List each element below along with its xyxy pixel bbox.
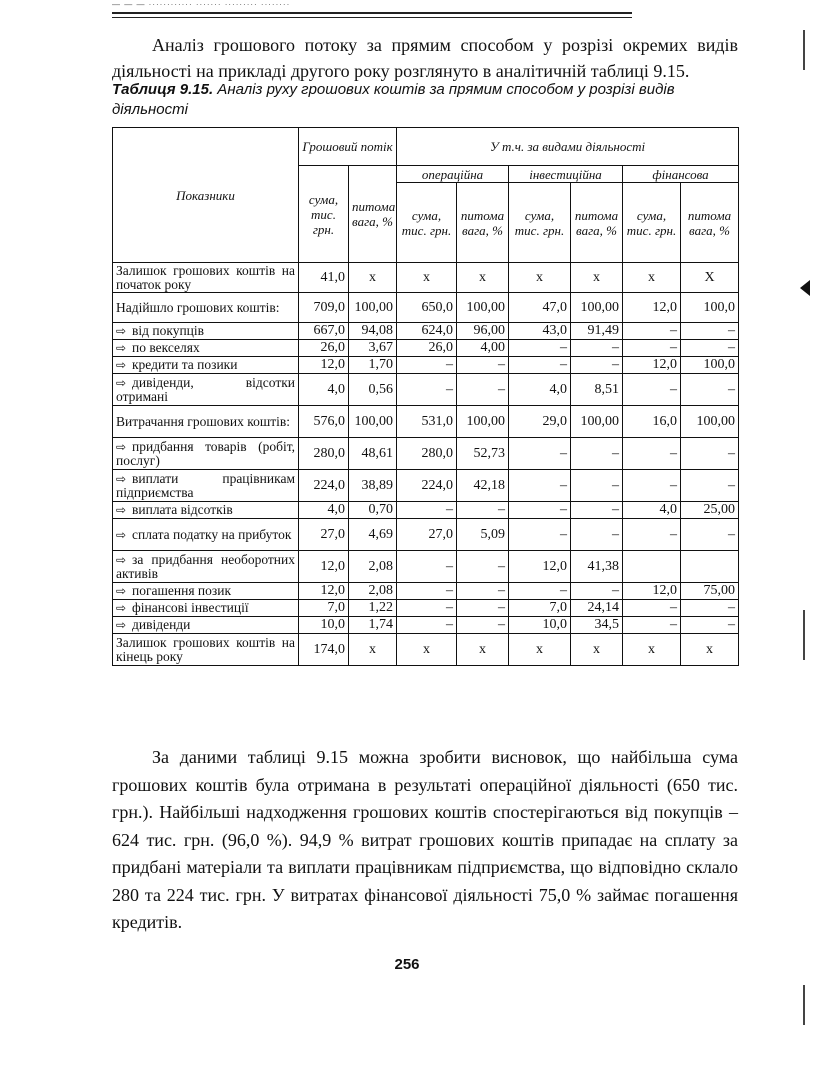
value-cell: 100,00 — [349, 293, 397, 323]
value-cell: х — [509, 634, 571, 666]
row-label-cell — [113, 551, 299, 583]
value-cell: – — [681, 600, 739, 617]
row-label-cell — [113, 374, 299, 406]
value-cell: х — [571, 263, 623, 293]
arrow-right-icon: ⇨ — [116, 618, 127, 632]
header-investing-sum: сума, тис. грн. — [509, 183, 571, 263]
value-cell: – — [623, 600, 681, 617]
value-cell: – — [681, 617, 739, 634]
row-label-cell — [113, 263, 299, 293]
value-cell: – — [457, 600, 509, 617]
row-label: Витрачання грошових коштів: — [116, 413, 291, 429]
row-label: придбання товарів (робіт, послуг) — [116, 438, 295, 468]
value-cell: – — [397, 617, 457, 634]
value-cell: 624,0 — [397, 323, 457, 340]
value-cell: – — [623, 340, 681, 357]
header-indicators: Показники — [113, 128, 299, 263]
value-cell: 280,0 — [299, 438, 349, 470]
value-cell: – — [397, 357, 457, 374]
arrow-right-icon: ⇨ — [116, 471, 127, 486]
arrow-right-icon: ⇨ — [116, 341, 127, 355]
row-label-cell — [113, 293, 299, 323]
value-cell: 280,0 — [397, 438, 457, 470]
value-cell: 26,0 — [299, 340, 349, 357]
row-label: Залишок грошових коштів на початок року — [116, 262, 295, 292]
value-cell: 3,67 — [349, 340, 397, 357]
margin-arrow-icon — [800, 280, 810, 296]
row-label-cell — [113, 617, 299, 634]
value-cell: 100,0 — [681, 293, 739, 323]
table-row — [113, 634, 739, 666]
margin-line — [803, 985, 805, 1025]
value-cell — [623, 551, 681, 583]
table-body — [113, 263, 739, 666]
value-cell: 38,89 — [349, 470, 397, 502]
value-cell: х — [681, 634, 739, 666]
page-number: 256 — [394, 956, 420, 973]
value-cell: 650,0 — [397, 293, 457, 323]
value-cell: – — [571, 438, 623, 470]
value-cell: 100,00 — [457, 293, 509, 323]
value-cell: х — [349, 263, 397, 293]
cash-flow-table — [112, 127, 739, 666]
value-cell: – — [457, 617, 509, 634]
value-cell: 7,0 — [509, 600, 571, 617]
row-label-cell — [113, 519, 299, 551]
value-cell: – — [623, 470, 681, 502]
value-cell: 48,61 — [349, 438, 397, 470]
value-cell: 52,73 — [457, 438, 509, 470]
value-cell: 667,0 — [299, 323, 349, 340]
value-cell: – — [681, 340, 739, 357]
value-cell: х — [571, 634, 623, 666]
value-cell: 12,0 — [623, 357, 681, 374]
value-cell: – — [571, 583, 623, 600]
value-cell: – — [571, 519, 623, 551]
table-caption — [112, 80, 738, 120]
value-cell: 12,0 — [509, 551, 571, 583]
table-row — [113, 583, 739, 600]
value-cell: 27,0 — [397, 519, 457, 551]
value-cell: х — [397, 263, 457, 293]
value-cell: – — [623, 438, 681, 470]
value-cell: 94,08 — [349, 323, 397, 340]
table-row — [113, 438, 739, 470]
value-cell: – — [457, 357, 509, 374]
intro-paragraph: Аналіз грошового потоку за прямим способом у розрізі окремих видів діяльності на прикладі другого року розглянуто в аналітичній таблиці 9.15. — [112, 35, 738, 81]
value-cell: – — [397, 551, 457, 583]
value-cell: – — [623, 374, 681, 406]
value-cell: 709,0 — [299, 293, 349, 323]
arrow-right-icon: ⇨ — [116, 324, 127, 338]
table-row — [113, 323, 739, 340]
row-label: за придбання необоротних активів — [116, 551, 295, 581]
row-label-cell — [113, 600, 299, 617]
header-operating: операційна — [397, 166, 509, 183]
value-cell: 100,00 — [457, 406, 509, 438]
value-cell: – — [571, 340, 623, 357]
margin-line — [803, 610, 805, 660]
value-cell: х — [457, 634, 509, 666]
value-cell: 4,00 — [457, 340, 509, 357]
value-cell: 43,0 — [509, 323, 571, 340]
value-cell: 100,00 — [349, 406, 397, 438]
value-cell: – — [681, 519, 739, 551]
header-by-activity: У т.ч. за видами діяльності — [397, 128, 739, 166]
value-cell: 100,00 — [571, 406, 623, 438]
row-label: Залишок грошових коштів на кінець року — [116, 634, 295, 664]
header-rule — [112, 12, 632, 14]
value-cell: 4,0 — [299, 502, 349, 519]
value-cell: х — [623, 263, 681, 293]
row-label: Надійшло грошових коштів: — [116, 299, 280, 315]
row-label: погашення позик — [132, 583, 232, 598]
table-row — [113, 293, 739, 323]
table-row — [113, 600, 739, 617]
value-cell: 91,49 — [571, 323, 623, 340]
value-cell: – — [509, 470, 571, 502]
row-label: кредити та позики — [132, 357, 238, 372]
value-cell: – — [397, 583, 457, 600]
value-cell: 7,0 — [299, 600, 349, 617]
value-cell: – — [509, 357, 571, 374]
row-label-cell — [113, 438, 299, 470]
value-cell: – — [571, 470, 623, 502]
row-label-cell — [113, 323, 299, 340]
row-label: по векселях — [132, 340, 200, 355]
header-investing: інвестиційна — [509, 166, 623, 183]
value-cell: 2,08 — [349, 583, 397, 600]
value-cell: – — [457, 551, 509, 583]
row-label-cell — [113, 406, 299, 438]
value-cell: х — [509, 263, 571, 293]
value-cell: 12,0 — [623, 583, 681, 600]
table-row — [113, 357, 739, 374]
margin-line — [803, 30, 805, 70]
value-cell: – — [457, 502, 509, 519]
value-cell: – — [509, 438, 571, 470]
value-cell: 2,08 — [349, 551, 397, 583]
table-row — [113, 374, 739, 406]
arrow-right-icon: ⇨ — [116, 584, 127, 598]
row-label-cell — [113, 340, 299, 357]
value-cell: – — [509, 583, 571, 600]
arrow-right-icon: ⇨ — [116, 439, 127, 454]
value-cell: – — [623, 519, 681, 551]
value-cell: – — [457, 583, 509, 600]
value-cell: 100,0 — [681, 357, 739, 374]
row-label: фінансові інвестиції — [132, 600, 249, 615]
arrow-right-icon: ⇨ — [116, 375, 127, 390]
arrow-right-icon: ⇨ — [116, 552, 127, 567]
value-cell: 27,0 — [299, 519, 349, 551]
value-cell: х — [349, 634, 397, 666]
value-cell: 34,5 — [571, 617, 623, 634]
row-label: дивіденди — [132, 617, 191, 632]
table-row — [113, 617, 739, 634]
value-cell: 10,0 — [509, 617, 571, 634]
value-cell: 224,0 — [299, 470, 349, 502]
header-operating-share: питома вага, % — [457, 183, 509, 263]
value-cell: х — [623, 634, 681, 666]
value-cell: 4,69 — [349, 519, 397, 551]
value-cell: – — [571, 357, 623, 374]
value-cell: 42,18 — [457, 470, 509, 502]
table-row — [113, 406, 739, 438]
row-label: виплати працівникам підприємства — [116, 470, 295, 500]
value-cell: Х — [681, 263, 739, 293]
row-label-cell — [113, 583, 299, 600]
table-caption-text: Аналіз руху грошових коштів за прямим способом у розрізі видів діяльності — [112, 81, 675, 118]
header-investing-share: питома вага, % — [571, 183, 623, 263]
value-cell: 12,0 — [623, 293, 681, 323]
row-label: дивіденди, відсотки отримані — [116, 374, 295, 404]
running-header-fragment: — — — ············ ······· ········· ········ — [112, 0, 291, 9]
row-label: від покупців — [132, 323, 205, 338]
value-cell: 576,0 — [299, 406, 349, 438]
value-cell: 1,74 — [349, 617, 397, 634]
row-label: сплата податку на прибуток — [132, 526, 292, 542]
header-financing: фінансова — [623, 166, 739, 183]
value-cell: – — [623, 323, 681, 340]
value-cell: 224,0 — [397, 470, 457, 502]
value-cell: 100,00 — [681, 406, 739, 438]
row-label-cell — [113, 502, 299, 519]
value-cell: 10,0 — [299, 617, 349, 634]
value-cell: 16,0 — [623, 406, 681, 438]
value-cell: 4,0 — [623, 502, 681, 519]
value-cell: – — [681, 374, 739, 406]
value-cell: – — [623, 617, 681, 634]
row-label-cell — [113, 470, 299, 502]
value-cell: – — [681, 438, 739, 470]
value-cell: 96,00 — [457, 323, 509, 340]
value-cell: 29,0 — [509, 406, 571, 438]
table-row — [113, 470, 739, 502]
row-label: виплата відсотків — [132, 502, 233, 517]
table-caption-label: Таблиця 9.15. — [112, 81, 214, 98]
value-cell: 0,70 — [349, 502, 397, 519]
conclusion-paragraph: За даними таблиці 9.15 можна зробити висновок, що найбільша сума грошових коштів була отримана в результаті операційної діяльності (650 тис. грн.). Найбільші надходження грошових коштів спостерігаються від покупців – 624 тис. грн. (96,0 %). 94,9 % витрат грошових коштів припадає на сплату за придбані матеріали та виплати працівникам підприємства, що відповідно склало 280 та 224 тис. грн. У витратах фінансової діяльності 75,0 % займає погашення кредитів. — [112, 747, 738, 932]
arrow-right-icon: ⇨ — [116, 358, 127, 372]
value-cell: 41,0 — [299, 263, 349, 293]
value-cell: 26,0 — [397, 340, 457, 357]
table-row — [113, 263, 739, 293]
value-cell: 531,0 — [397, 406, 457, 438]
row-label-cell — [113, 634, 299, 666]
header-total-share: питома вага, % — [349, 166, 397, 263]
value-cell: 8,51 — [571, 374, 623, 406]
value-cell: 1,22 — [349, 600, 397, 617]
value-cell: 41,38 — [571, 551, 623, 583]
header-cash-flow: Грошовий потік — [299, 128, 397, 166]
value-cell: 100,00 — [571, 293, 623, 323]
value-cell: 5,09 — [457, 519, 509, 551]
value-cell: 0,56 — [349, 374, 397, 406]
value-cell — [681, 551, 739, 583]
value-cell: – — [397, 600, 457, 617]
value-cell: 12,0 — [299, 583, 349, 600]
header-operating-sum: сума, тис. грн. — [397, 183, 457, 263]
header-total-sum: сума, тис. грн. — [299, 166, 349, 263]
value-cell: – — [397, 374, 457, 406]
header-financing-sum: сума, тис. грн. — [623, 183, 681, 263]
value-cell: 25,00 — [681, 502, 739, 519]
header-rule-thin — [112, 17, 632, 18]
table-row — [113, 340, 739, 357]
value-cell: – — [509, 502, 571, 519]
value-cell: 12,0 — [299, 357, 349, 374]
value-cell: х — [457, 263, 509, 293]
value-cell: 1,70 — [349, 357, 397, 374]
value-cell: – — [681, 323, 739, 340]
value-cell: 174,0 — [299, 634, 349, 666]
value-cell: – — [681, 470, 739, 502]
header-financing-share: питома вага, % — [681, 183, 739, 263]
value-cell: – — [509, 519, 571, 551]
value-cell: 24,14 — [571, 600, 623, 617]
value-cell: – — [509, 340, 571, 357]
table-row — [113, 551, 739, 583]
table-row — [113, 502, 739, 519]
value-cell: 75,00 — [681, 583, 739, 600]
value-cell: 12,0 — [299, 551, 349, 583]
value-cell: х — [397, 634, 457, 666]
value-cell: – — [571, 502, 623, 519]
value-cell: 4,0 — [299, 374, 349, 406]
value-cell: 47,0 — [509, 293, 571, 323]
value-cell: – — [397, 502, 457, 519]
arrow-right-icon: ⇨ — [116, 503, 127, 517]
arrow-right-icon: ⇨ — [116, 601, 127, 615]
arrow-right-icon: ⇨ — [116, 527, 127, 542]
value-cell: – — [457, 374, 509, 406]
value-cell: 4,0 — [509, 374, 571, 406]
row-label-cell — [113, 357, 299, 374]
table-row — [113, 519, 739, 551]
